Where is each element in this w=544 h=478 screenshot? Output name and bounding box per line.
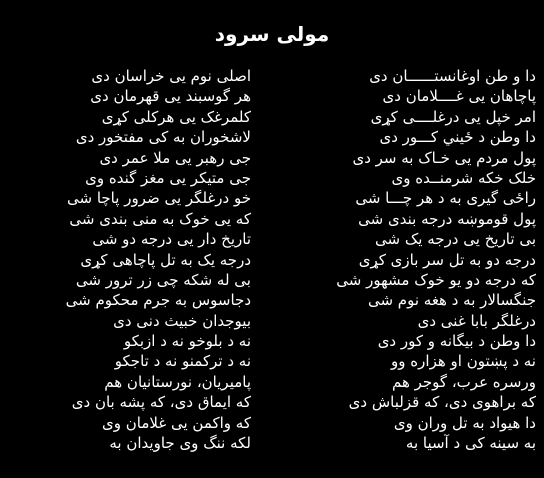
poem-line: نه د ترکمنو نه د تاجکو xyxy=(114,352,251,371)
poem-line: که واکمن یی غلامان وی xyxy=(102,413,251,432)
poem-line: لکه ننگ وی جاویدان به xyxy=(109,434,251,453)
poem-left-column xyxy=(6,66,251,453)
poem-line: پاچاهان یی غــــلامان دی xyxy=(382,87,536,106)
poem-line: درغلگر بابا غنی دی xyxy=(417,311,536,330)
poem-line: پول مردم یی خـاک به سر دی xyxy=(352,148,536,167)
poem-line: که یی خوک به منی بندی شی xyxy=(69,209,251,228)
poem-line: راځی گیری به د هر چـــا شی xyxy=(355,189,536,208)
poem-line: که براهوی دی، که قزلباش دی xyxy=(348,393,536,412)
poem-line: دا وطن د ځیني کـــور دی xyxy=(379,128,536,147)
poem-line: دا و طن اوغانستــــــان دی xyxy=(369,67,536,85)
poem-title: مولی سرود xyxy=(214,22,330,46)
poem-line: درجه یک به تل پاچاهی کړی xyxy=(80,250,251,269)
poem-line: خلک خکه شرمنــده وی xyxy=(391,168,536,187)
poem-line: دا هیواد به تل وران وی xyxy=(393,413,536,432)
poem-line: پول قوموښه درجه بندی شی xyxy=(358,209,536,228)
poem-line: لاشخوران به کی مفتخور دی xyxy=(75,128,251,147)
poem-line: بیوجدان خبیث دنی دی xyxy=(113,311,251,330)
poem-line: دجاسوس به جرم محکوم شی xyxy=(65,291,251,310)
poem-line: که ایماق دی، که پشه بان دی xyxy=(71,393,251,412)
poem-line: کلمرغک یی هرکلی کړی xyxy=(101,107,251,126)
poem-line: پامیریان، نورستانیان هم xyxy=(104,372,251,391)
poem-right-column xyxy=(280,66,536,453)
poem-line: جی رهبر یی ملا عمر دی xyxy=(99,148,251,167)
poem-line: امر خپل یی درغلــــی کړی xyxy=(370,107,536,126)
poem-line: درجه دو به تل سر بازی کړی xyxy=(358,250,536,269)
poem-line: تاریخ دار یی درجه دو شی xyxy=(92,230,251,249)
poem-line: به سینه کی د آسیا به xyxy=(405,434,536,453)
poem-line: خو درغلگر یی ضرور پاچا شی xyxy=(67,189,251,208)
poem-line: اصلی نوم یی خراسان دی xyxy=(91,67,251,85)
poem-line: بی تاریخ یی درجه یک شی xyxy=(375,230,536,249)
poem-line: بی له شکه چی زر ترور شی xyxy=(75,270,251,289)
poem-line: هر گوسبند یی قهرمان دی xyxy=(90,87,251,106)
poem-line: ورسره عرب، گوجر هم xyxy=(391,372,536,391)
poem-line: جی متیکر یی مغز گنده وی xyxy=(85,168,251,187)
poem-line: جنگسالار به د هغه نوم شی xyxy=(367,291,536,310)
poem-line: نه د بلوخو نه د ازبکو xyxy=(123,332,251,351)
poem-line: که درجه دو یو خوک مشهور شی xyxy=(336,270,536,289)
poem-line: نه د پښتون او هزاره وو xyxy=(391,352,536,371)
poem-line: دا وطن د بیگانه و کور دی xyxy=(377,332,536,351)
